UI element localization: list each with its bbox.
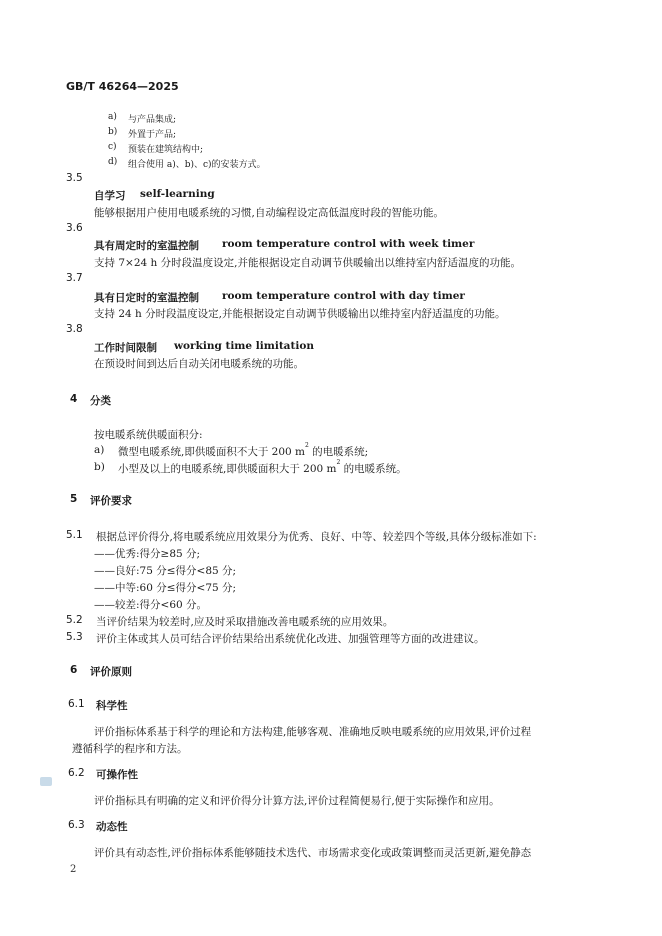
paragraph: 评价具有动态性,评价指标体系能够随技术迭代、市场需求变化或政策调整而灵活更新,避免静态: [94, 847, 532, 859]
list-item: 与产品集成;: [128, 115, 177, 125]
page-number: 2: [70, 864, 77, 875]
section-title: 评价原则: [90, 666, 132, 678]
term-en: self-learning: [140, 188, 215, 200]
definition-text: 能够根据用户使用电暖系统的习惯,自动编程设定高低温度时段的智能功能。: [94, 207, 444, 219]
term-en: room temperature control with day timer: [222, 290, 465, 302]
list-item: 外置于产品;: [128, 130, 177, 140]
term-en: working time limitation: [174, 340, 314, 352]
clause-number: 3.8: [66, 323, 83, 335]
clause-title: 动态性: [96, 821, 128, 833]
clause-number: 6.2: [68, 767, 85, 779]
definition-text: 支持 24 h 分时段温度设定,并能根据设定自动调节供暖输出以维持室内舒适温度的功能。: [94, 308, 506, 320]
definition-text: 支持 7×24 h 分时段温度设定,并能根据设定自动调节供暖输出以维持室内舒适温度的功能。: [94, 257, 521, 269]
clause-number: 6.3: [68, 819, 85, 831]
definition-text: 在预设时间到达后自动关闭电暖系统的功能。: [94, 358, 304, 370]
grade-item: ——良好:75 分≤得分<85 分;: [94, 565, 237, 577]
grade-item: ——较差:得分<60 分。: [94, 599, 208, 611]
paragraph: 遵循科学的程序和方法。: [72, 743, 188, 755]
list-item-marker: d): [108, 157, 118, 167]
list-item: 微型电暖系统,即供暖面积不大于 200 $m^2$ 的电暖系统;: [118, 442, 369, 458]
term-zh: 自学习: [94, 190, 126, 202]
paragraph: 当评价结果为较差时,应及时采取措施改善电暖系统的应用效果。: [96, 616, 394, 628]
term-zh: 工作时间限制: [94, 342, 157, 354]
section-title: 评价要求: [90, 495, 132, 507]
list-item-marker: c): [108, 142, 117, 152]
grade-item: ——中等:60 分≤得分<75 分;: [94, 582, 237, 594]
clause-title: 可操作性: [96, 769, 138, 781]
section-number: 4: [70, 393, 78, 405]
section-title: 分类: [90, 395, 111, 407]
list-item: 小型及以上的电暖系统,即供暖面积大于 200 $m^2$ 的电暖系统。: [118, 459, 407, 475]
clause-number: 3.5: [66, 172, 83, 184]
section-number: 6: [70, 664, 78, 676]
document-code: GB/T 46264—2025: [66, 80, 179, 93]
paragraph: 评价指标体系基于科学的理论和方法构建,能够客观、准确地反映电暖系统的应用效果,评价过程: [94, 726, 532, 738]
paragraph: 按电暖系统供暖面积分:: [94, 429, 203, 441]
clause-number: 5.1: [66, 529, 83, 541]
list-item: 组合使用 a)、b)、c)的安装方式。: [128, 160, 266, 170]
clause-number: 3.7: [66, 272, 83, 284]
term-zh: 具有周定时的室温控制: [94, 240, 199, 252]
clause-title: 科学性: [96, 700, 128, 712]
list-item-marker: a): [94, 444, 105, 456]
list-item: 预装在建筑结构中;: [128, 145, 204, 155]
section-number: 5: [70, 493, 78, 505]
term-zh: 具有日定时的室温控制: [94, 292, 199, 304]
grade-item: ——优秀:得分≥85 分;: [94, 548, 201, 560]
paragraph: 评价指标具有明确的定义和评价得分计算方法,评价过程简便易行,便于实际操作和应用。: [94, 795, 500, 807]
paragraph: 评价主体或其人员可结合评价结果给出系统优化改进、加强管理等方面的改进建议。: [96, 633, 485, 645]
list-item-marker: b): [108, 127, 118, 137]
list-item-marker: a): [108, 112, 117, 122]
term-en: room temperature control with week timer: [222, 238, 475, 250]
list-item-marker: b): [94, 461, 105, 473]
clause-number: 5.3: [66, 631, 83, 643]
paragraph: 根据总评价得分,将电暖系统应用效果分为优秀、良好、中等、较差四个等级,具体分级标准如下:: [96, 531, 537, 543]
clause-number: 6.1: [68, 698, 85, 710]
watermark-mark: [40, 777, 52, 786]
clause-number: 3.6: [66, 222, 83, 234]
clause-number: 5.2: [66, 614, 83, 626]
